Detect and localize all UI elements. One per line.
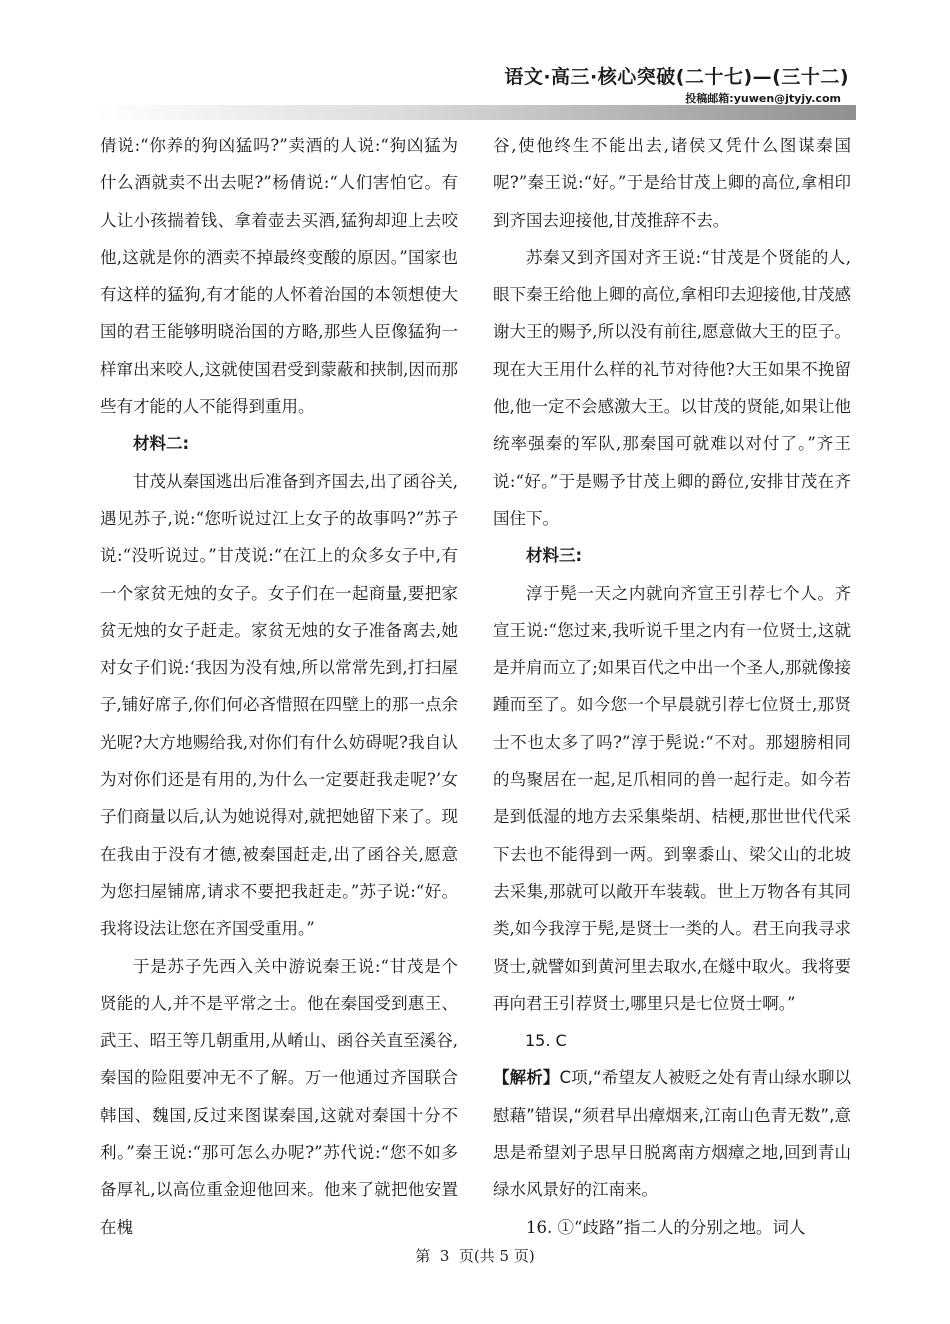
submission-email: 投稿邮箱:yuwen@jtyjy.com (685, 92, 841, 105)
page-number: 第 3 页(共 5 页) (415, 1247, 535, 1265)
paragraph-right-1: 谷,使他终生不能出去,诸侯又凭什么图谋秦国呢?”秦王说:“好。”于是给甘茂上卿的高位,拿相印到齐国去迎接他,甘茂推辞不去。 (493, 136, 851, 230)
material-3-heading: 材料三: (526, 546, 583, 566)
analysis-tag: 【解析】 (493, 1068, 560, 1088)
paragraph-left-3: 于是苏子先西入关中游说秦王说:“甘茂是个贤能的人,并不是平常之士。他在秦国受到惠王、武王、昭王等几朝重用,从崤山、函谷关直至溪谷,秦国的险阻要冲无不了解。万一他通过齐国联合韩国、魏国,反过来图谋秦国,这就对秦国十分不利。”秦王说:“那可怎么办呢?”苏代说:“您不如多备厚礼,以高位重金迎他回来。他来了就把他安置在槐 (100, 956, 458, 1237)
paragraph-right-2: 苏秦又到齐国对齐王说:“甘茂是个贤能的人,眼下秦王给他上卿的高位,拿相印去迎接他,甘茂感谢大王的赐予,所以没有前往,愿意做大王的臣子。现在大王用什么样的礼节对待他?大王如果不挽留他,他一定不会感激大王。以甘茂的贤能,如果让他统率强秦的军队,那秦国可就难以对付了。”齐王说:“好。”于是赐予甘茂上卿的爵位,安排甘茂在齐国住下。 (493, 247, 851, 528)
answer-16: 16. ①“歧路”指二人的分别之地。词人 (526, 1217, 806, 1237)
answer-15: 15. C (525, 1031, 567, 1051)
material-2-heading: 材料二: (133, 434, 190, 454)
analysis-15 (493, 1059, 851, 1208)
right-column (493, 127, 851, 1246)
analysis-text: C项,“希望友人被贬之处有青山绿水聊以慰藉”错误,“须君早出瘴烟来,江南山色青无数”,意思是希望刘子思早日脱离南方烟瘴之地,回到青山绿水风景好的江南来。 (493, 1068, 851, 1200)
header-gradient-bar (96, 105, 856, 120)
paragraph-left-2: 甘茂从秦国逃出后准备到齐国去,出了函谷关,遇见苏子,说:“您听说过江上女子的故事吗?”苏子说:“没听说过。”甘茂说:“在江上的众多女子中,有一个家贫无烛的女子。女子们在一起商量,要把家贫无烛的女子赶走。家贫无烛的女子准备离去,她对女子们说:‘我因为没有烛,所以常常先到,打扫屋子,铺好席子,你们何必吝惜照在四壁上的那一点余光呢?大方地赐给我,对你们有什么妨碍呢?我自认为对你们还是有用的,为什么一定要赶我走呢?’女子们商量以后,认为她说得对,就把她留下来了。现在我由于没有才德,被秦国赶走,出了函谷关,愿意为您扫屋铺席,请求不要把我赶走。”苏子说:“好。我将设法让您在齐国受重用。” (100, 471, 458, 939)
paragraph-left-1: 倩说:“你养的狗凶猛吗?”卖酒的人说:“狗凶猛为什么酒就卖不出去呢?”杨倩说:“人们害怕它。有人让小孩揣着钱、拿着壶去买酒,猛狗却迎上去咬他,这就是你的酒卖不掉最终变酸的原因。”国家也有这样的猛狗,有才能的人怀着治国的本领想使大国的君王能够明晓治国的方略,那些人臣像猛狗一样窜出来咬人,这就使国君受到蒙蔽和挟制,因而那些有才能的人不能得到重用。 (100, 136, 458, 417)
header-title: 语文·高三·核心突破(二十七)—(三十二) (504, 66, 849, 88)
left-column (100, 127, 458, 1246)
paragraph-right-3: 淳于髡一天之内就向齐宣王引荐七个人。齐宣王说:“您过来,我听说千里之内有一位贤士,这就是并肩而立了;如果百代之中出一个圣人,那就像接踵而至了。如今您一个早晨就引荐七位贤士,那贤士不也太多了吗?”淳于髡说:“不对。那翅膀相同的鸟聚居在一起,足爪相同的兽一起行走。如今若是到低湿的地方去采集柴胡、桔梗,那世世代代采下去也不能得到一两。到睾黍山、梁父山的北坡去采集,那就可以敞开车装载。世上万物各有其同类,如今我淳于髡,是贤士一类的人。君王向我寻求贤士,就譬如到黄河里去取水,在燧中取火。我将要再向君王引荐贤士,哪里只是七位贤士啊。” (493, 583, 851, 1013)
